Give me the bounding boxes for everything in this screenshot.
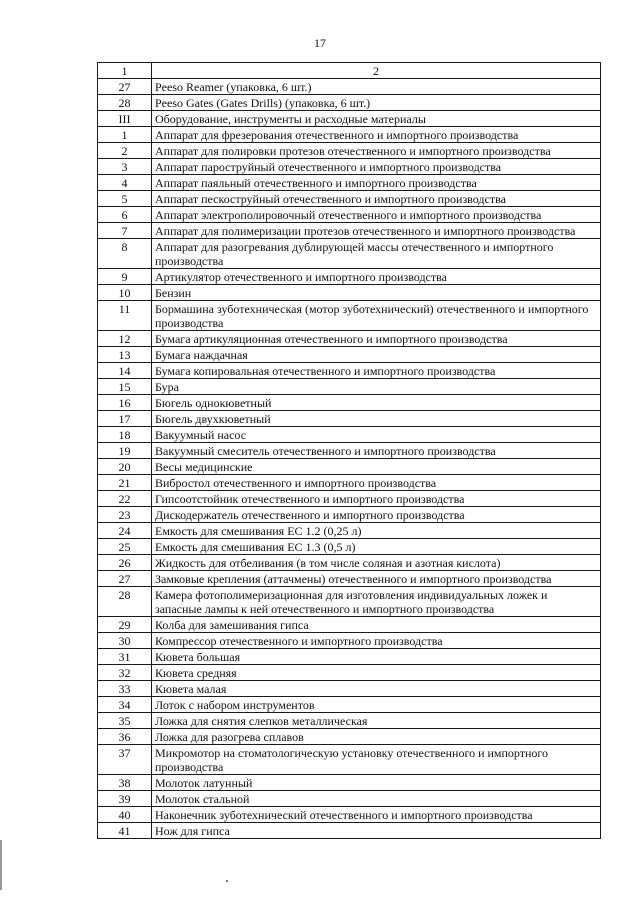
table-row	[98, 459, 601, 475]
row-number: III	[98, 111, 152, 127]
row-number: 18	[98, 427, 152, 443]
row-number: 27	[98, 571, 152, 587]
row-number: 33	[98, 681, 152, 697]
row-item-name: Замковые крепления (аттачмены) отечественного и импортного производства	[152, 571, 601, 587]
table-row	[98, 539, 601, 555]
row-item-name: Гипсоотстойник отечественного и импортного производства	[152, 491, 601, 507]
table-row	[98, 207, 601, 223]
table-row	[98, 395, 601, 411]
row-item-name: Peeso Gates (Gates Drills) (упаковка, 6 шт.)	[152, 95, 601, 111]
row-item-name: Жидкость для отбеливания (в том числе соляная и азотная кислота)	[152, 555, 601, 571]
row-item-name: Кювета малая	[152, 681, 601, 697]
table-row	[98, 223, 601, 239]
row-number: 3	[98, 159, 152, 175]
row-item-name: Бюгель двухкюветный	[152, 411, 601, 427]
row-item-name: Дискодержатель отечественного и импортного производства	[152, 507, 601, 523]
row-number: 39	[98, 791, 152, 807]
column-header-name: 2	[152, 63, 601, 79]
table-row	[98, 555, 601, 571]
row-number: 1	[98, 127, 152, 143]
table-body	[98, 79, 601, 839]
row-item-name: Емкость для смешивания ЕС 1.2 (0,25 л)	[152, 523, 601, 539]
table-row	[98, 729, 601, 745]
row-item-name: Бумага артикуляционная отечественного и импортного производства	[152, 331, 601, 347]
row-item-name: Бумага копировальная отечественного и импортного производства	[152, 363, 601, 379]
table-row	[98, 587, 601, 617]
row-item-name: Кювета большая	[152, 649, 601, 665]
row-item-name: Аппарат пароструйный отечественного и импортного производства	[152, 159, 601, 175]
row-item-name: Ложка для снятия слепков металлическая	[152, 713, 601, 729]
row-item-name: Аппарат для разогревания дублирующей массы отечественного и импортного производства	[152, 239, 601, 269]
table-row	[98, 571, 601, 587]
row-number: 30	[98, 633, 152, 649]
row-item-name: Ложка для разогрева сплавов	[152, 729, 601, 745]
row-number: 11	[98, 301, 152, 331]
row-item-name: Аппарат пескоструйный отечественного и импортного производства	[152, 191, 601, 207]
row-item-name: Аппарат для полимеризации протезов отечественного и импортного производства	[152, 223, 601, 239]
row-number: 21	[98, 475, 152, 491]
row-number: 38	[98, 775, 152, 791]
row-number: 13	[98, 347, 152, 363]
row-item-name: Бензин	[152, 285, 601, 301]
row-number: 26	[98, 555, 152, 571]
row-number: 9	[98, 269, 152, 285]
row-number: 29	[98, 617, 152, 633]
row-item-name: Наконечник зуботехнический отечественного и импортного производства	[152, 807, 601, 823]
equipment-table	[97, 62, 601, 839]
row-number: 28	[98, 95, 152, 111]
row-number: 34	[98, 697, 152, 713]
row-number: 41	[98, 823, 152, 839]
column-header-number: 1	[98, 63, 152, 79]
row-number: 10	[98, 285, 152, 301]
table-row	[98, 301, 601, 331]
table-row	[98, 79, 601, 95]
row-number: 40	[98, 807, 152, 823]
row-number: 15	[98, 379, 152, 395]
table-row	[98, 331, 601, 347]
table-row	[98, 411, 601, 427]
row-number: 32	[98, 665, 152, 681]
scan-edge-mark	[0, 840, 2, 890]
table-row	[98, 363, 601, 379]
table-row	[98, 633, 601, 649]
row-item-name: Колба для замешивания гипса	[152, 617, 601, 633]
row-item-name: Кювета средняя	[152, 665, 601, 681]
page-number: 17	[314, 36, 326, 50]
row-item-name: Бюгель однокюветный	[152, 395, 601, 411]
row-number: 4	[98, 175, 152, 191]
table-row	[98, 143, 601, 159]
table-row	[98, 745, 601, 775]
row-item-name: Нож для гипса	[152, 823, 601, 839]
table-row	[98, 649, 601, 665]
table-row	[98, 111, 601, 127]
table-row	[98, 665, 601, 681]
row-item-name: Вакуумный смеситель отечественного и импортного производства	[152, 443, 601, 459]
table-row	[98, 175, 601, 191]
row-number: 14	[98, 363, 152, 379]
table-row	[98, 507, 601, 523]
table-row	[98, 347, 601, 363]
row-number: 16	[98, 395, 152, 411]
row-number: 28	[98, 587, 152, 617]
row-item-name: Молоток стальной	[152, 791, 601, 807]
row-item-name: Компрессор отечественного и импортного производства	[152, 633, 601, 649]
table-row	[98, 191, 601, 207]
row-item-name: Оборудование, инструменты и расходные материалы	[152, 111, 601, 127]
table-row	[98, 427, 601, 443]
table-row	[98, 269, 601, 285]
row-number: 31	[98, 649, 152, 665]
row-number: 37	[98, 745, 152, 775]
row-number: 35	[98, 713, 152, 729]
row-number: 8	[98, 239, 152, 269]
table-row	[98, 617, 601, 633]
row-item-name: Артикулятор отечественного и импортного производства	[152, 269, 601, 285]
table-row	[98, 713, 601, 729]
table-row	[98, 681, 601, 697]
row-item-name: Весы медицинские	[152, 459, 601, 475]
row-number: 2	[98, 143, 152, 159]
row-item-name: Аппарат электрополировочный отечественного и импортного производства	[152, 207, 601, 223]
table-row	[98, 285, 601, 301]
row-item-name: Вибростол отечественного и импортного производства	[152, 475, 601, 491]
row-number: 24	[98, 523, 152, 539]
row-item-name: Peeso Reamer (упаковка, 6 шт.)	[152, 79, 601, 95]
table-row	[98, 791, 601, 807]
row-number: 17	[98, 411, 152, 427]
row-number: 36	[98, 729, 152, 745]
row-number: 23	[98, 507, 152, 523]
row-item-name: Микромотор на стоматологическую установку отечественного и импортного производства	[152, 745, 601, 775]
table-row	[98, 475, 601, 491]
row-item-name: Аппарат для фрезерования отечественного и импортного производства	[152, 127, 601, 143]
row-item-name: Молоток латунный	[152, 775, 601, 791]
row-number: 22	[98, 491, 152, 507]
table-row	[98, 491, 601, 507]
row-number: 27	[98, 79, 152, 95]
table-row	[98, 523, 601, 539]
table-row	[98, 127, 601, 143]
row-item-name: Бура	[152, 379, 601, 395]
row-number: 20	[98, 459, 152, 475]
row-number: 19	[98, 443, 152, 459]
table-row	[98, 807, 601, 823]
table-row	[98, 379, 601, 395]
table-row	[98, 697, 601, 713]
row-item-name: Аппарат паяльный отечественного и импортного производства	[152, 175, 601, 191]
row-item-name: Лоток с набором инструментов	[152, 697, 601, 713]
table-row	[98, 239, 601, 269]
row-number: 6	[98, 207, 152, 223]
table-row	[98, 823, 601, 839]
row-number: 5	[98, 191, 152, 207]
row-item-name: Бумага наждачная	[152, 347, 601, 363]
row-number: 7	[98, 223, 152, 239]
row-item-name: Емкость для смешивания ЕС 1.3 (0,5 л)	[152, 539, 601, 555]
table-row	[98, 159, 601, 175]
row-item-name: Вакуумный насос	[152, 427, 601, 443]
row-number: 12	[98, 331, 152, 347]
table-header-row	[98, 63, 601, 79]
scan-dot	[226, 880, 228, 882]
row-item-name: Камера фотополимеризационная для изготовления индивидуальных ложек и запасные лампы к ней отечественного и импортного производства	[152, 587, 601, 617]
row-item-name: Аппарат для полировки протезов отечественного и импортного производства	[152, 143, 601, 159]
table-row	[98, 95, 601, 111]
row-number: 25	[98, 539, 152, 555]
row-item-name: Бормашина зуботехническая (мотор зуботехнический) отечественного и импортного производства	[152, 301, 601, 331]
table-row	[98, 775, 601, 791]
table-row	[98, 443, 601, 459]
